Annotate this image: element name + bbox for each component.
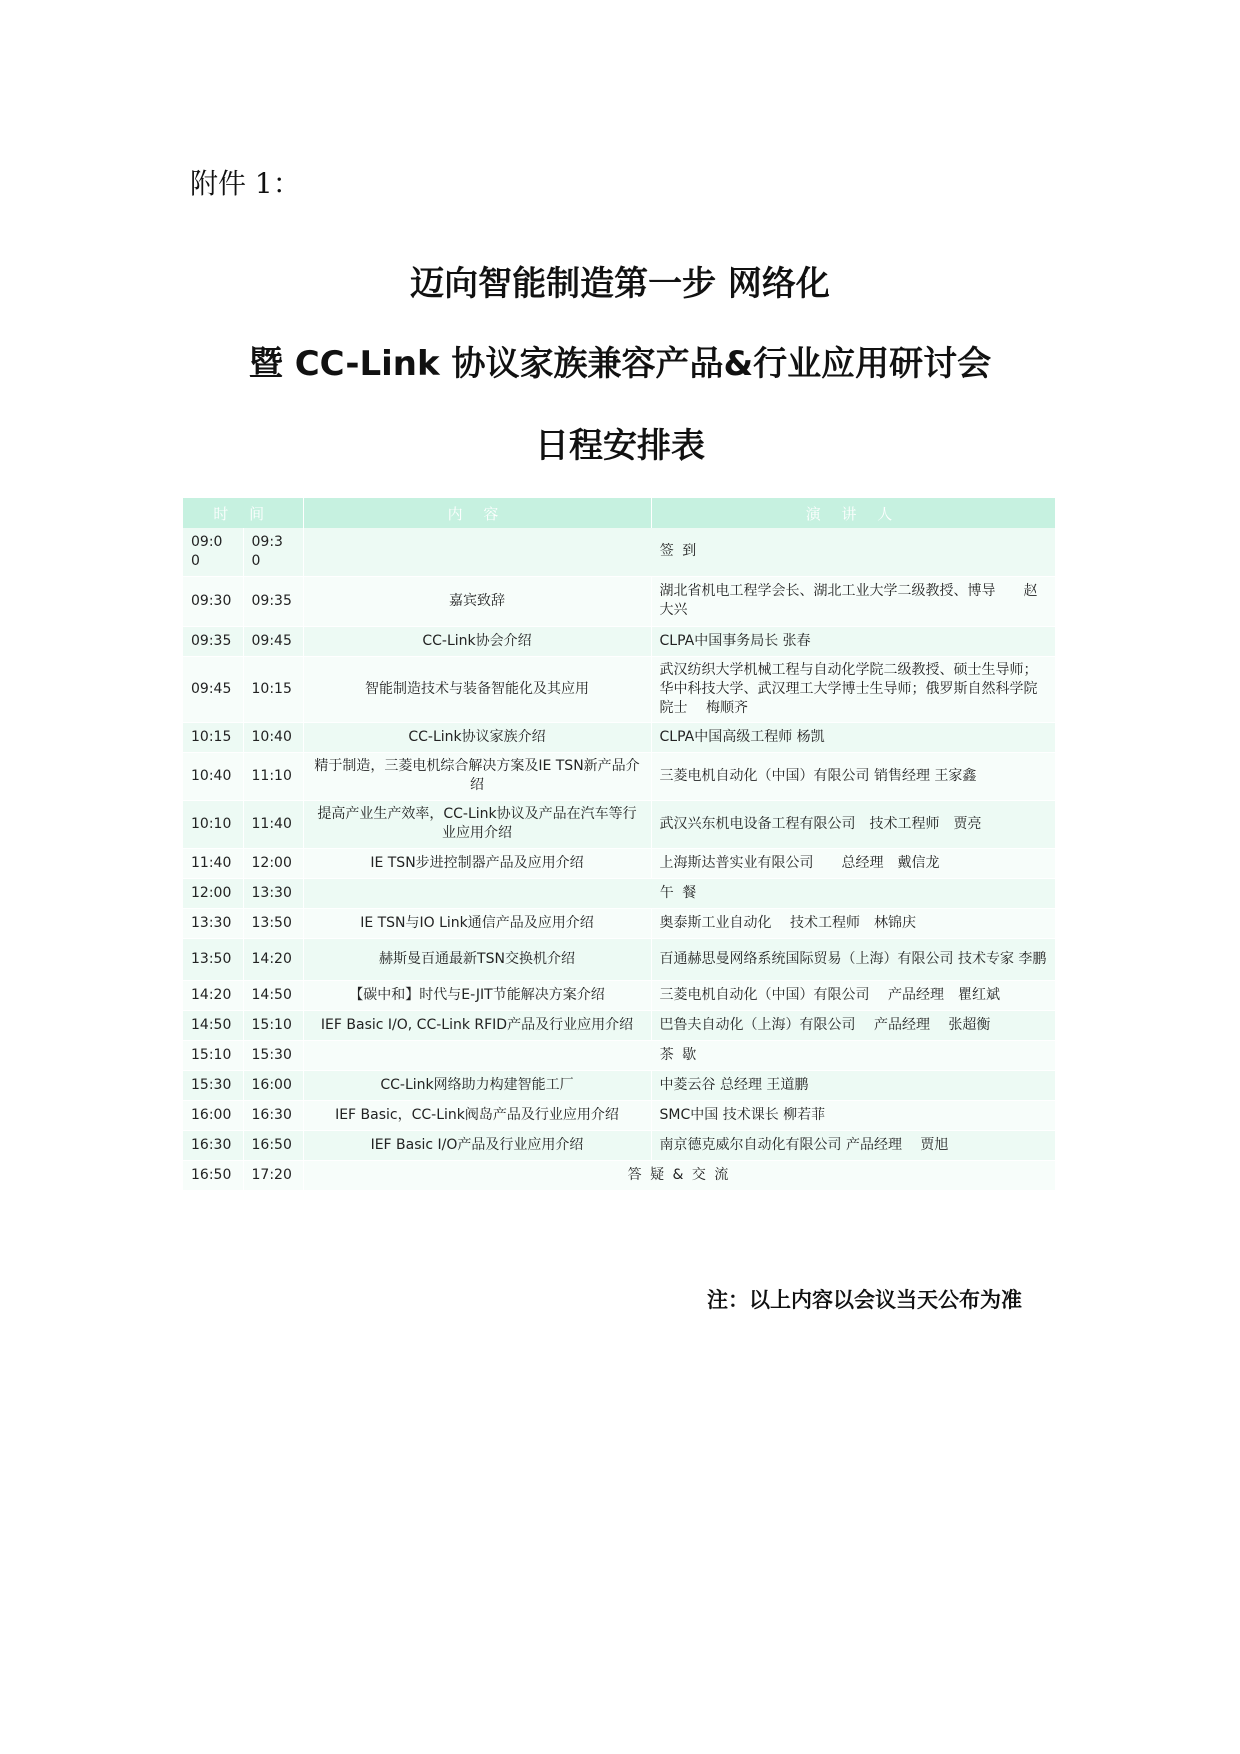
end-time: 13:50 [243, 908, 303, 938]
end-time: 16:00 [243, 1070, 303, 1100]
end-time: 09:45 [243, 626, 303, 656]
footnote: 注：以上内容以会议当天公布为准 [707, 1288, 1022, 1312]
table-row [183, 908, 1055, 938]
session-content: IEF Basic I/O产品及行业应用介绍 [303, 1130, 651, 1160]
schedule-table [183, 498, 1056, 1191]
session-break: 签 到 [303, 528, 1055, 576]
session-speaker: 三菱电机自动化（中国）有限公司 产品经理 瞿红斌 [651, 980, 1055, 1010]
start-time: 11:40 [183, 848, 243, 878]
session-content: CC-Link协议家族介绍 [303, 722, 651, 752]
table-row [183, 1160, 1055, 1190]
session-content: IEF Basic，CC-Link阀岛产品及行业应用介绍 [303, 1100, 651, 1130]
table-row [183, 656, 1055, 722]
schedule-body [183, 528, 1055, 1190]
end-time: 15:10 [243, 1010, 303, 1040]
table-header-row [183, 498, 1055, 528]
start-time: 09:35 [183, 626, 243, 656]
session-speaker: SMC中国 技术课长 柳若菲 [651, 1100, 1055, 1130]
start-time: 10:40 [183, 752, 243, 800]
table-row [183, 1070, 1055, 1100]
table-row [183, 752, 1055, 800]
session-speaker: 湖北省机电工程学会长、湖北工业大学二级教授、博导 赵大兴 [651, 576, 1055, 626]
session-content: 嘉宾致辞 [303, 576, 651, 626]
session-speaker: 武汉纺织大学机械工程与自动化学院二级教授、硕士生导师；华中科技大学、武汉理工大学博士生导师；俄罗斯自然科学院院士 梅顺齐 [651, 656, 1055, 722]
end-time: 09:35 [243, 576, 303, 626]
session-speaker: 奥泰斯工业自动化 技术工程师 林锦庆 [651, 908, 1055, 938]
session-content: IE TSN步进控制器产品及应用介绍 [303, 848, 651, 878]
end-time: 12:00 [243, 848, 303, 878]
start-time: 16:30 [183, 1130, 243, 1160]
table-row [183, 722, 1055, 752]
start-time: 15:30 [183, 1070, 243, 1100]
start-time: 14:50 [183, 1010, 243, 1040]
end-time: 14:50 [243, 980, 303, 1010]
table-row [183, 980, 1055, 1010]
table-row [183, 1040, 1055, 1070]
session-content: 提高产业生产效率，CC-Link协议及产品在汽车等行业应用介绍 [303, 800, 651, 848]
session-content: CC-Link网络助力构建智能工厂 [303, 1070, 651, 1100]
table-row [183, 576, 1055, 626]
session-break: 午 餐 [303, 878, 1055, 908]
session-content: CC-Link协会介绍 [303, 626, 651, 656]
table-row [183, 1130, 1055, 1160]
table-row [183, 1010, 1055, 1040]
start-time: 09:30 [183, 576, 243, 626]
end-time: 15:30 [243, 1040, 303, 1070]
end-time: 16:50 [243, 1130, 303, 1160]
table-row [183, 938, 1055, 980]
start-time: 09:45 [183, 656, 243, 722]
session-speaker: 南京德克威尔自动化有限公司 产品经理 贾旭 [651, 1130, 1055, 1160]
session-speaker: 上海斯达普实业有限公司 总经理 戴信龙 [651, 848, 1055, 878]
start-time: 16:50 [183, 1160, 243, 1190]
table-row [183, 528, 1055, 576]
table-row [183, 848, 1055, 878]
header-content: 内 容 [303, 498, 651, 528]
session-content: 精于制造，三菱电机综合解决方案及IE TSN新产品介绍 [303, 752, 651, 800]
start-time: 10:15 [183, 722, 243, 752]
end-time: 11:40 [243, 800, 303, 848]
start-time: 13:50 [183, 938, 243, 980]
session-speaker: 三菱电机自动化（中国）有限公司 销售经理 王家鑫 [651, 752, 1055, 800]
session-break: 茶 歇 [303, 1040, 1055, 1070]
start-time: 10:10 [183, 800, 243, 848]
start-time: 12:00 [183, 878, 243, 908]
session-speaker: 中菱云谷 总经理 王道鹏 [651, 1070, 1055, 1100]
session-speaker: 百通赫思曼网络系统国际贸易（上海）有限公司 技术专家 李鹏 [651, 938, 1055, 980]
session-speaker: CLPA中国事务局长 张春 [651, 626, 1055, 656]
title-line-2: 暨 CC-Link 协议家族兼容产品&行业应用研讨会 [248, 344, 992, 384]
end-time: 09:3 0 [243, 528, 303, 576]
session-content: 【碳中和】时代与E-JIT节能解决方案介绍 [303, 980, 651, 1010]
table-row [183, 800, 1055, 848]
end-time: 10:40 [243, 722, 303, 752]
header-time: 时 间 [183, 498, 303, 528]
title-line-3: 日程安排表 [535, 426, 705, 466]
end-time: 16:30 [243, 1100, 303, 1130]
end-time: 14:20 [243, 938, 303, 980]
end-time: 13:30 [243, 878, 303, 908]
start-time: 14:20 [183, 980, 243, 1010]
end-time: 17:20 [243, 1160, 303, 1190]
session-break: 答 疑 & 交 流 [303, 1160, 1055, 1190]
attachment-label: 附件 1： [190, 167, 301, 200]
session-content: IEF Basic I/O, CC-Link RFID产品及行业应用介绍 [303, 1010, 651, 1040]
end-time: 10:15 [243, 656, 303, 722]
table-row [183, 878, 1055, 908]
start-time: 09:0 0 [183, 528, 243, 576]
session-content: 智能制造技术与装备智能化及其应用 [303, 656, 651, 722]
session-content: 赫斯曼百通最新TSN交换机介绍 [303, 938, 651, 980]
session-speaker: 巴鲁夫自动化（上海）有限公司 产品经理 张超衡 [651, 1010, 1055, 1040]
header-speaker: 演 讲 人 [651, 498, 1055, 528]
title-line-1: 迈向智能制造第一步 网络化 [410, 264, 830, 304]
table-row [183, 1100, 1055, 1130]
session-content: IE TSN与IO Link通信产品及应用介绍 [303, 908, 651, 938]
start-time: 13:30 [183, 908, 243, 938]
session-speaker: 武汉兴东机电设备工程有限公司 技术工程师 贾亮 [651, 800, 1055, 848]
end-time: 11:10 [243, 752, 303, 800]
table-row [183, 626, 1055, 656]
session-speaker: CLPA中国高级工程师 杨凯 [651, 722, 1055, 752]
start-time: 16:00 [183, 1100, 243, 1130]
start-time: 15:10 [183, 1040, 243, 1070]
